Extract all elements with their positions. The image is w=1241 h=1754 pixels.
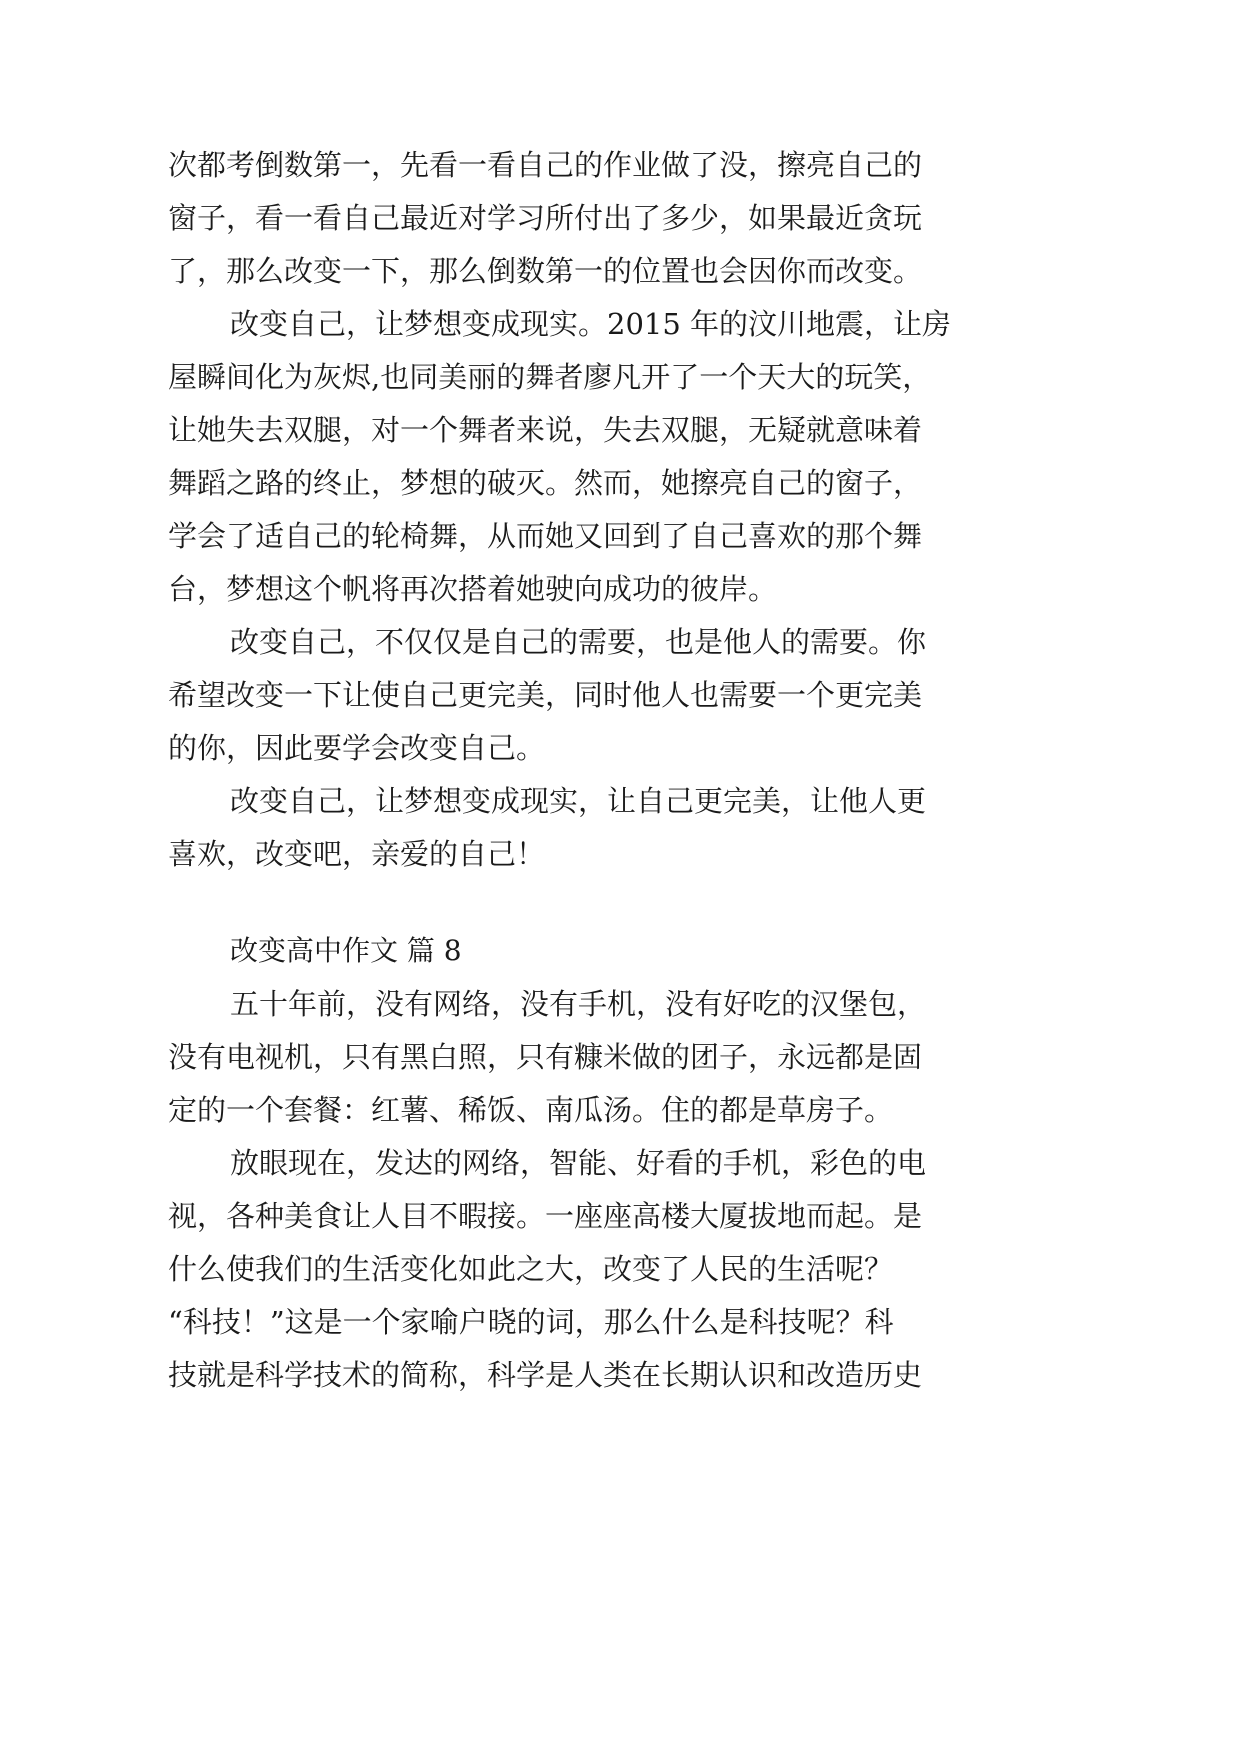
paragraph-first-line: 改变自己，让梦想变成现实，让自己更完美，让他人更 [230,784,927,818]
paragraph-line: 没有电视机，只有黑白照，只有糠米做的团子，永远都是固 [168,1040,923,1074]
paragraph-line: 了，那么改变一下，那么倒数第一的位置也会因你而改变。 [168,254,923,288]
paragraph-line: 的你，因此要学会改变自己。 [168,731,546,765]
paragraph-line: 视，各种美食让人目不暇接。一座座高楼大厦拔地而起。是 [168,1199,923,1233]
paragraph-line: 屋瞬间化为灰烬,也同美丽的舞者廖凡开了一个天大的玩笑， [168,360,932,394]
paragraph-line: 什么使我们的生活变化如此之大，改变了人民的生活呢？ [168,1252,894,1286]
paragraph-line: 学会了适自己的轮椅舞，从而她又回到了自己喜欢的那个舞 [168,519,923,553]
paragraph-first-line: 放眼现在，发达的网络，智能、好看的手机，彩色的电 [230,1146,927,1180]
paragraph-line: 台，梦想这个帆将再次搭着她驶向成功的彼岸。 [168,572,778,606]
paragraph-line: “科技！”这是一个家喻户晓的词，那么什么是科技呢？科 [168,1305,894,1339]
paragraph-line: 窗子，看一看自己最近对学习所付出了多少，如果最近贪玩 [168,201,923,235]
section-heading: 改变高中作文 篇 8 [230,934,462,967]
paragraph-first-line: 改变自己，不仅仅是自己的需要，也是他人的需要。你 [230,625,927,659]
paragraph-line: 舞蹈之路的终止，梦想的破灭。然而，她擦亮自己的窗子， [168,466,923,500]
paragraph-line: 技就是科学技术的简称，科学是人类在长期认识和改造历史 [168,1358,923,1392]
paragraph-line: 让她失去双腿，对一个舞者来说，失去双腿，无疑就意味着 [168,413,923,447]
paragraph-line: 喜欢，改变吧，亲爱的自己！ [168,837,546,871]
paragraph-line: 定的一个套餐：红薯、稀饭、南瓜汤。住的都是草房子。 [168,1093,894,1127]
paragraph-first-line: 改变自己，让梦想变成现实。2015 年的汶川地震，让房 [230,307,952,341]
paragraph-line: 次都考倒数第一，先看一看自己的作业做了没，擦亮自己的 [168,148,923,182]
paragraph-line: 希望改变一下让使自己更完美，同时他人也需要一个更完美 [168,678,923,712]
paragraph-first-line: 五十年前，没有网络，没有手机，没有好吃的汉堡包， [230,987,927,1021]
